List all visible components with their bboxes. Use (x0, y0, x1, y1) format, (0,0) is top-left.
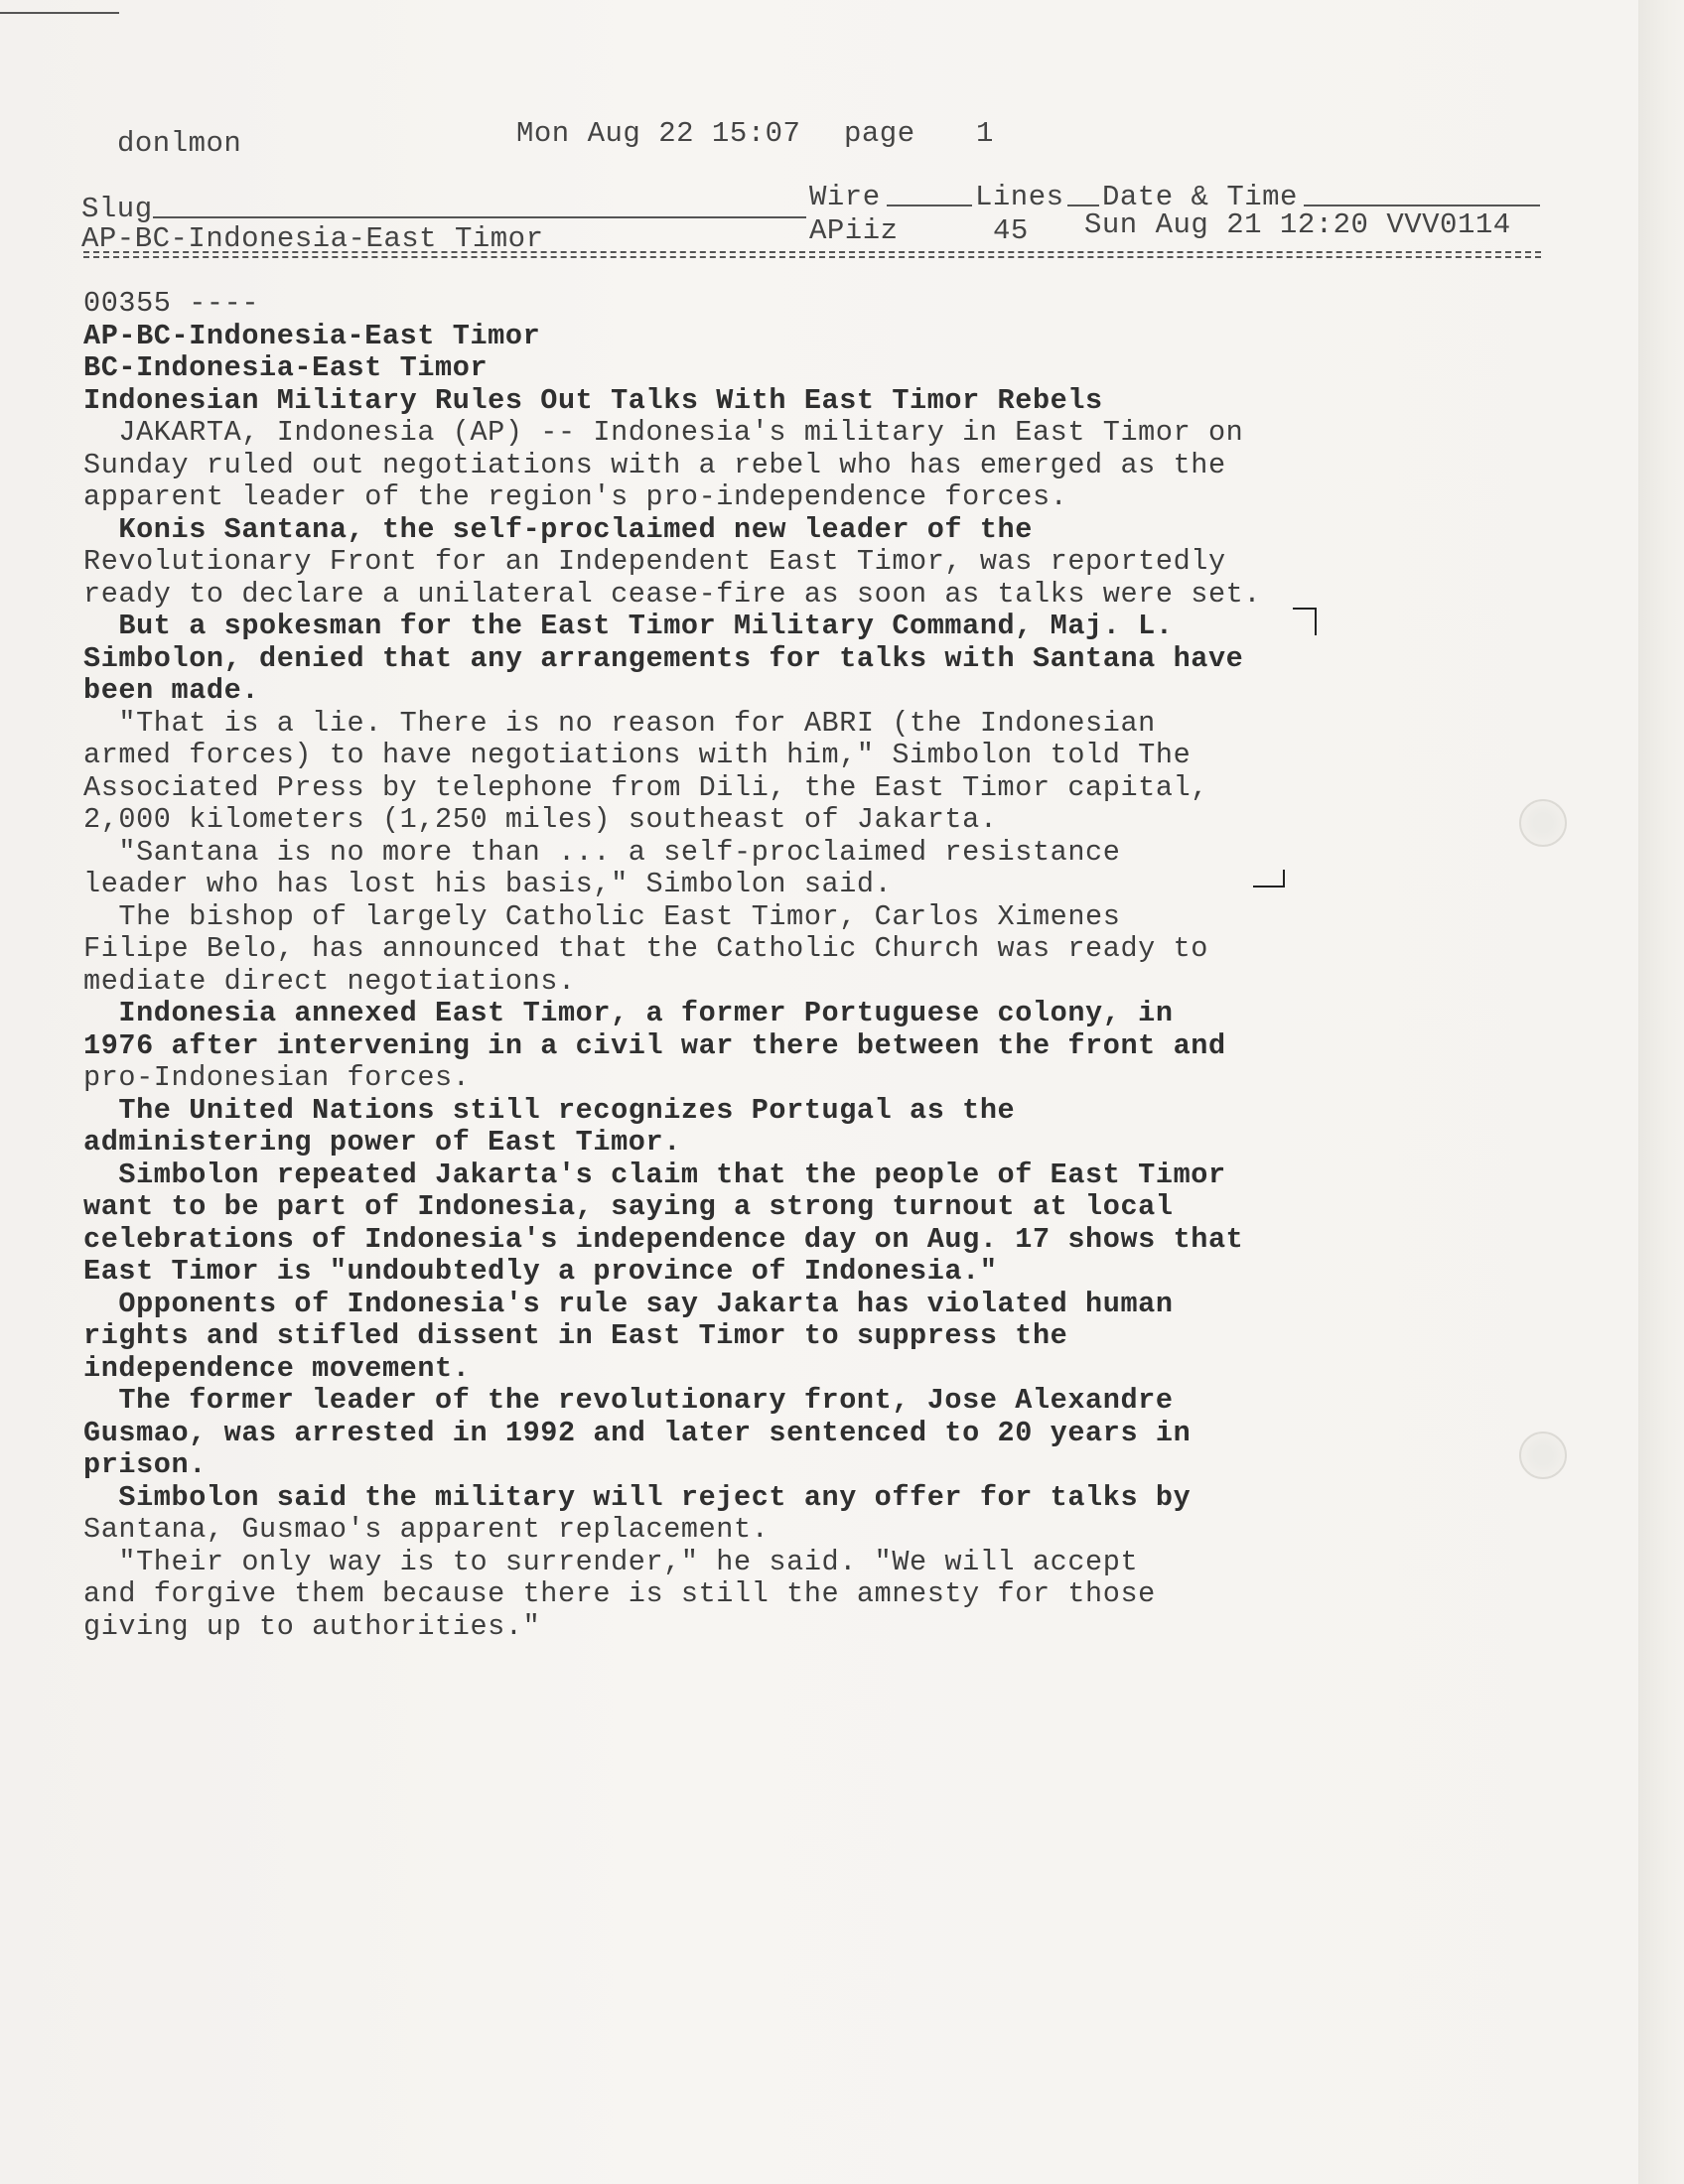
story-slug-line: BC-Indonesia-East Timor (83, 351, 489, 384)
datetime-label: Date & Time (1102, 181, 1298, 213)
bracket-mark-open (1293, 608, 1317, 635)
story-line: and forgive them because there is still the amnesty for those (83, 1577, 1156, 1610)
story-body (83, 288, 1315, 1643)
story-line: rights and stifled dissent in East Timor to suppress the (83, 1319, 1068, 1352)
story-line: The bishop of largely Catholic East Timor, Carlos Ximenes (83, 899, 1121, 933)
story-line: mediate direct negotiations. (83, 964, 576, 998)
top-rule-mark (0, 12, 119, 14)
slug-underline (153, 216, 806, 218)
story-line: pro-Indonesian forces. (83, 1061, 471, 1094)
punch-hole (1519, 1432, 1567, 1479)
story-line: Associated Press by telephone from Dili, the East Timor capital, (83, 770, 1208, 804)
bracket-mark-close (1253, 870, 1285, 887)
story-line: 2,000 kilometers (1,250 miles) southeast of Jakarta. (83, 803, 998, 836)
story-line: The former leader of the revolutionary front, Jose Alexandre (83, 1384, 1174, 1417)
story-line: But a spokesman for the East Timor Military Command, Maj. L. (83, 610, 1174, 642)
story-line: Revolutionary Front for an Independent East Timor, was reportedly (83, 545, 1226, 578)
story-line: been made. (83, 674, 260, 707)
story-line: "That is a lie. There is no reason for ABRI (the Indonesian (83, 706, 1156, 740)
story-line: celebrations of Indonesia's independence day on Aug. 17 shows that (83, 1222, 1244, 1256)
story-line: East Timor is "undoubtedly a province of Indonesia." (83, 1255, 998, 1288)
slug-label: Slug (81, 193, 153, 225)
header-datetime: Mon Aug 22 15:07 (516, 117, 801, 150)
story-line: "Their only way is to surrender," he said. "We will accept (83, 1545, 1139, 1578)
story-line: 1976 after intervening in a civil war there between the front and (83, 1028, 1226, 1062)
story-line: The United Nations still recognizes Portugal as the (83, 1093, 1016, 1127)
story-line: independence movement. (83, 1351, 471, 1385)
header-divider (83, 251, 1541, 258)
story-line: administering power of East Timor. (83, 1126, 681, 1159)
story-slug-line: AP-BC-Indonesia-East Timor (83, 319, 541, 352)
story-line: Simbolon repeated Jakarta's claim that the people of East Timor (83, 1158, 1226, 1191)
lines-underline (1067, 205, 1099, 206)
story-line: Simbolon said the military will reject any offer for talks by (83, 1480, 1192, 1514)
story-line: ready to declare a unilateral cease-fire as soon as talks were set. (83, 577, 1262, 611)
header-page-label: page (844, 117, 915, 150)
datetime-value: Sun Aug 21 12:20 VVV0114 (1084, 208, 1511, 241)
story-line: leader who has lost his basis," Simbolon said. (83, 868, 893, 900)
wire-underline (887, 205, 972, 206)
scanner-edge (1638, 0, 1684, 2184)
punch-hole (1519, 799, 1567, 847)
story-line: prison. (83, 1448, 207, 1481)
lines-value: 45 (993, 214, 1029, 247)
story-line: JAKARTA, Indonesia (AP) -- Indonesia's military in East Timor on (83, 416, 1244, 449)
story-headline: Indonesian Military Rules Out Talks With East Timor Rebels (83, 383, 1103, 417)
wire-value: APiiz (809, 214, 899, 247)
story-id-line: 00355 ---- (83, 287, 260, 320)
story-line: Sunday ruled out negotiations with a rebel who has emerged as the (83, 448, 1226, 481)
story-line: Gusmao, was arrested in 1992 and later sentenced to 20 years in (83, 1416, 1192, 1449)
datetime-underline (1304, 205, 1540, 206)
header-user: donlmon (117, 127, 242, 160)
wire-label: Wire (809, 181, 881, 213)
story-line: apparent leader of the region's pro-independence forces. (83, 480, 1068, 513)
story-line: want to be part of Indonesia, saying a strong turnout at local (83, 1190, 1174, 1223)
lines-label: Lines (975, 181, 1064, 213)
story-line: Filipe Belo, has announced that the Catholic Church was ready to (83, 932, 1208, 965)
story-line: Santana, Gusmao's apparent replacement. (83, 1513, 770, 1546)
story-line: Opponents of Indonesia's rule say Jakarta has violated human (83, 1287, 1174, 1320)
slug-value: AP-BC-Indonesia-East Timor (81, 222, 544, 255)
story-line: Simbolon, denied that any arrangements for talks with Santana have (83, 641, 1244, 675)
story-line: giving up to authorities." (83, 1609, 541, 1643)
story-line: armed forces) to have negotiations with him," Simbolon told The (83, 739, 1192, 771)
story-line: Konis Santana, the self-proclaimed new leader of the (83, 512, 1033, 546)
story-line: "Santana is no more than ... a self-proclaimed resistance (83, 835, 1121, 869)
story-line: Indonesia annexed East Timor, a former Portuguese colony, in (83, 997, 1174, 1029)
header-page-number: 1 (976, 117, 994, 150)
